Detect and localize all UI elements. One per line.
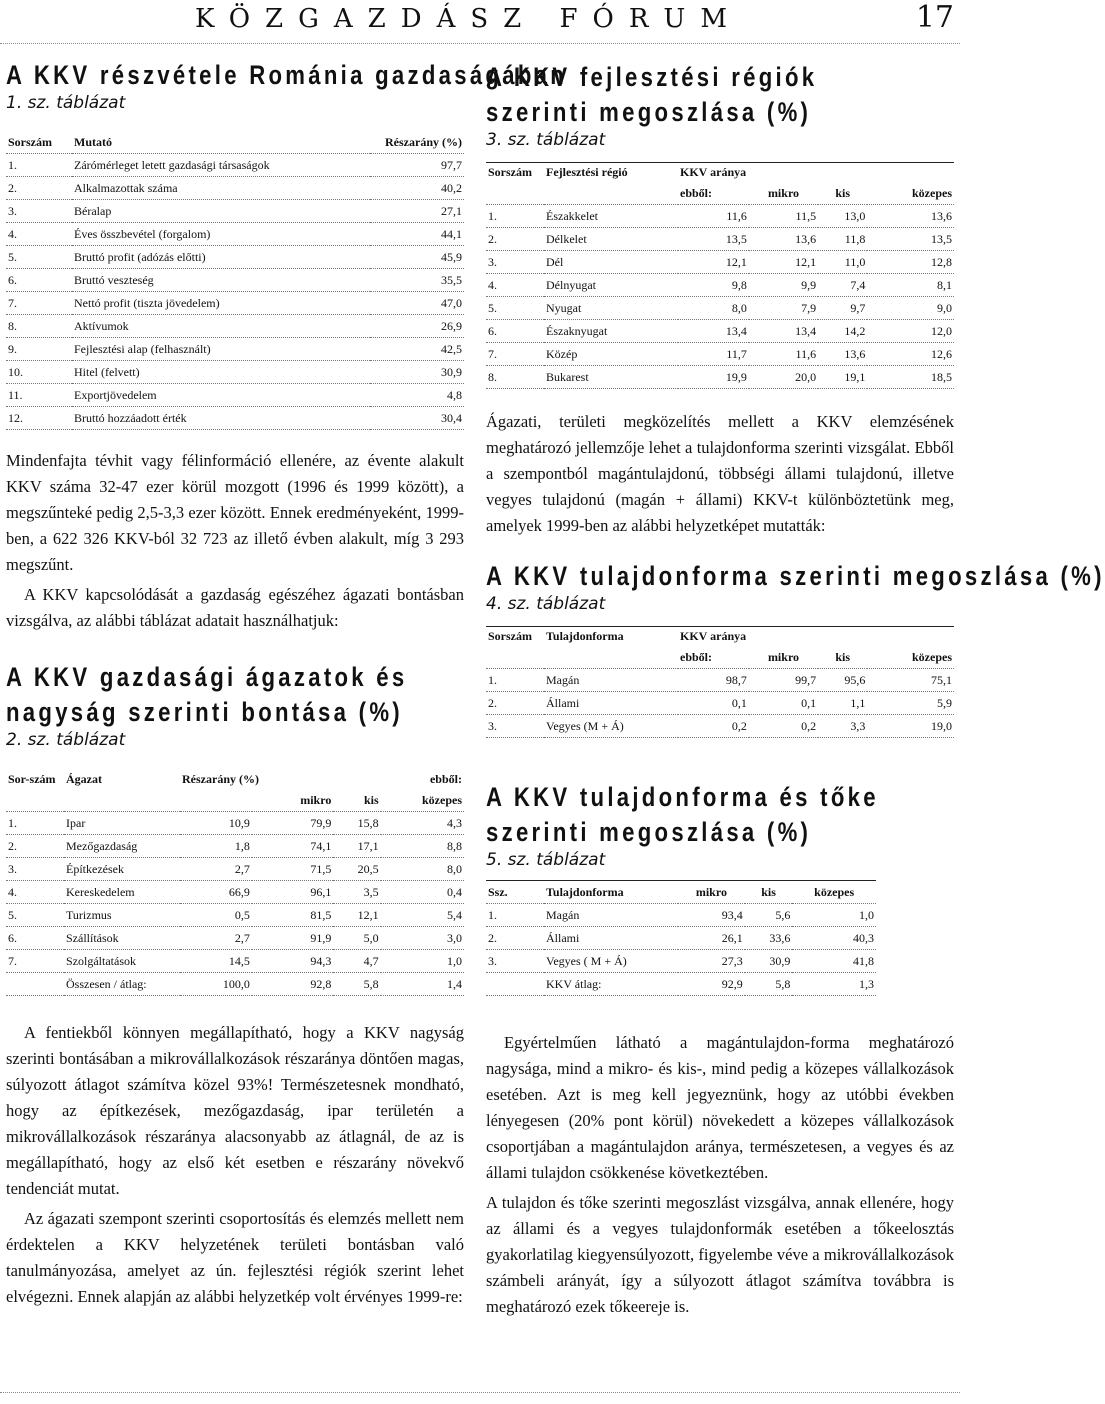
table-cell: 11,5 <box>749 205 818 228</box>
table-row <box>486 297 954 320</box>
table-row <box>486 973 876 996</box>
table-cell: 1,0 <box>381 950 464 973</box>
table-cell: 3. <box>486 251 544 274</box>
table-cell: 9. <box>6 338 72 361</box>
table-cell: 9,0 <box>867 297 954 320</box>
table-cell: Északkelet <box>544 205 678 228</box>
table3-subtitle: 3. sz. táblázat <box>486 130 606 151</box>
table-cell: 13,4 <box>749 320 818 343</box>
paragraph-1: Mindenfajta tévhit vagy félinformáció ellenére, az évente alakult KKV száma 32-47 ezer körül mozgott (1996 és 1999 között), a megszűnteké pedig 2,5-3,3 ezer között. Ennek eredményeként, 1999-ben, a 622 326 KKV-ból 32 723 az illető évben alakult, míg 3 293 megszűnt. <box>6 451 464 575</box>
table-cell: 12,8 <box>867 251 954 274</box>
table-row <box>6 881 464 904</box>
table-cell: 0,2 <box>678 715 749 738</box>
table-cell: 45,9 <box>370 246 464 269</box>
table-cell: 13,5 <box>867 228 954 251</box>
table-cell: Hitel (felvett) <box>72 361 370 384</box>
table-row <box>6 338 464 361</box>
table4-title: A KKV tulajdonforma szerinti megoszlása (%) <box>486 561 1105 592</box>
table-cell: 15,8 <box>333 812 380 835</box>
table-cell: 5,6 <box>745 904 793 927</box>
table-cell: 1. <box>486 205 544 228</box>
table4-header-2: ebből: mikro kis közepes <box>486 646 954 669</box>
table-cell: 4,7 <box>333 950 380 973</box>
table-row <box>6 407 464 430</box>
table-cell: Bukarest <box>544 366 678 389</box>
table-row <box>6 154 464 177</box>
table-cell: 30,9 <box>745 950 793 973</box>
table-cell: 20,0 <box>749 366 818 389</box>
table-cell: 13,6 <box>749 228 818 251</box>
table-cell: Béralap <box>72 200 370 223</box>
table-row <box>6 223 464 246</box>
table-cell: 40,2 <box>370 177 464 200</box>
table-cell: Kereskedelem <box>64 881 180 904</box>
table-cell: 99,7 <box>749 669 818 692</box>
table-cell: 2. <box>486 228 544 251</box>
table-cell <box>486 973 544 996</box>
table5-title-line1: A KKV tulajdonforma és tőke <box>486 782 879 813</box>
table4 <box>486 626 954 738</box>
table-row <box>6 292 464 315</box>
table-cell: Délnyugat <box>544 274 678 297</box>
table-cell: 12,1 <box>678 251 749 274</box>
table-row <box>6 246 464 269</box>
page-number: 17 <box>915 0 954 35</box>
table-cell: 2. <box>486 927 544 950</box>
table-cell: Szállítások <box>64 927 180 950</box>
table-row <box>486 343 954 366</box>
table-cell: 95,6 <box>818 669 867 692</box>
table-cell: 1,1 <box>818 692 867 715</box>
journal-title: KÖZGAZDÁSZ FÓRUM <box>195 4 742 34</box>
table-cell: 14,5 <box>180 950 252 973</box>
table3-body <box>486 205 954 389</box>
table-cell: Vegyes (M + Á) <box>544 715 678 738</box>
table-cell: 5,8 <box>333 973 380 996</box>
table-cell: 19,9 <box>678 366 749 389</box>
table-cell: 0,1 <box>678 692 749 715</box>
table-cell: 3. <box>6 858 64 881</box>
table-cell: 0,5 <box>180 904 252 927</box>
table3-header-1: Sorszám Fejlesztési régió KKV aránya <box>486 163 954 183</box>
table-cell: 79,9 <box>252 812 333 835</box>
table2-body <box>6 812 464 996</box>
table-cell: 19,0 <box>867 715 954 738</box>
table-cell: 2. <box>6 177 72 200</box>
table-cell: 14,2 <box>818 320 867 343</box>
table-cell: 100,0 <box>180 973 252 996</box>
table-cell: 1,0 <box>792 904 876 927</box>
table-cell: 7. <box>486 343 544 366</box>
table2 <box>6 770 464 996</box>
table-cell: Közép <box>544 343 678 366</box>
table-cell: 12,1 <box>333 904 380 927</box>
table-cell: 5,9 <box>867 692 954 715</box>
table-cell: 42,5 <box>370 338 464 361</box>
table2-subtitle: 2. sz. táblázat <box>6 730 126 751</box>
table5-subtitle: 5. sz. táblázat <box>486 850 606 871</box>
table-cell: 5. <box>486 297 544 320</box>
table1-subtitle: 1. sz. táblázat <box>6 93 126 114</box>
table-cell: Magán <box>544 669 678 692</box>
table-cell: Magán <box>544 904 678 927</box>
table-cell: 13,4 <box>678 320 749 343</box>
table-cell: 30,4 <box>370 407 464 430</box>
table-row <box>6 315 464 338</box>
table3 <box>486 162 954 389</box>
table-cell: Zárómérleget letett gazdasági társaságok <box>72 154 370 177</box>
table1-header: Sorszám Mutató Részarány (%) <box>6 131 464 154</box>
table-cell: 11,7 <box>678 343 749 366</box>
right-column <box>486 52 1105 1324</box>
table-cell: 4. <box>6 223 72 246</box>
table-cell: 7,4 <box>818 274 867 297</box>
table1-title: A KKV részvétele Románia gazdaságában <box>6 60 568 90</box>
table-cell: 3,5 <box>333 881 380 904</box>
table-cell: 10. <box>6 361 72 384</box>
table-cell: 11,0 <box>818 251 867 274</box>
table-cell <box>6 973 64 996</box>
table-cell: 4. <box>6 881 64 904</box>
table-cell: 1,8 <box>180 835 252 858</box>
table-cell: 8,0 <box>381 858 464 881</box>
table-row <box>6 927 464 950</box>
table-cell: Nettó profit (tiszta jövedelem) <box>72 292 370 315</box>
table-cell: Turizmus <box>64 904 180 927</box>
table-cell: 0,1 <box>749 692 818 715</box>
table-cell: 1. <box>486 669 544 692</box>
table-cell: Exportjövedelem <box>72 384 370 407</box>
table-cell: KKV átlag: <box>544 973 678 996</box>
footer-rule <box>0 1392 960 1393</box>
table-row <box>6 200 464 223</box>
table-cell: Alkalmazottak száma <box>72 177 370 200</box>
table4-subtitle: 4. sz. táblázat <box>486 594 606 615</box>
table-cell: Bruttó hozzáadott érték <box>72 407 370 430</box>
table-cell: 27,3 <box>678 950 745 973</box>
table3-title-line1: A KKV fejlesztési régiók <box>486 62 818 92</box>
table-cell: 81,5 <box>252 904 333 927</box>
table-cell: 1. <box>486 904 544 927</box>
table5-title-line2: szerinti megoszlása (%) <box>486 817 812 848</box>
table5-body <box>486 904 876 996</box>
table-cell: 96,1 <box>252 881 333 904</box>
table-cell: 5. <box>6 246 72 269</box>
table-cell: Bruttó veszteség <box>72 269 370 292</box>
header-rule <box>0 43 960 44</box>
paragraph-3: A fentiekből könnyen megállapítható, hogy a KKV nagyság szerinti bontásában a mikrovállalkozások részaránya döntően magas, súlyozott átlagot számítva közel 93%! Természetesnek mondható, hogy az építkezések, mezőgazdaság, ipar területén a mikrovállalkozások részaránya alacsonyabb az átlagnál, de az is megállapítható, hogy az első két esetben e részarány növekvő tendenciát mutat. <box>6 1023 464 1199</box>
table-cell: 1,4 <box>381 973 464 996</box>
table2-header-2: mikro kis közepes <box>6 789 464 812</box>
table-row <box>6 973 464 996</box>
table-row <box>486 228 954 251</box>
paragraph-5: Ágazati, területi megközelítés mellett a KKV elemzésének meghatározó jellemzője lehet a tulajdonforma szerinti vizsgálat. Ebből a szempontból magántulajdonú, többségi állami tulajdonú, illetve vegyes tulajdonú (magán + állami) KKV-t különböztetünk meg, amelyek 1999-ben az alábbi helyzetképet mutatták: <box>486 412 954 536</box>
table-row <box>6 858 464 881</box>
table-cell: Aktívumok <box>72 315 370 338</box>
table-cell: 4,3 <box>381 812 464 835</box>
table-cell: 7,9 <box>749 297 818 320</box>
table-cell: 6. <box>6 269 72 292</box>
table-cell: 3. <box>486 715 544 738</box>
table-cell: Dél <box>544 251 678 274</box>
table2-title-line1: A KKV gazdasági ágazatok és <box>6 662 408 693</box>
table-cell: 12,1 <box>749 251 818 274</box>
table-cell: 1. <box>6 812 64 835</box>
table-cell: Éves összbevétel (forgalom) <box>72 223 370 246</box>
table-cell: 13,6 <box>867 205 954 228</box>
table-cell: 13,0 <box>818 205 867 228</box>
table-cell: Állami <box>544 692 678 715</box>
table-cell: 11,8 <box>818 228 867 251</box>
table-cell: 3,3 <box>818 715 867 738</box>
paragraph-2: A KKV kapcsolódását a gazdaság egészéhez ágazati bontásban vizsgálva, az alábbi táblázat adatait használhatjuk: <box>6 585 464 631</box>
table-cell: 10,9 <box>180 812 252 835</box>
table-cell: Fejlesztési alap (felhasznált) <box>72 338 370 361</box>
table-cell: 12,0 <box>867 320 954 343</box>
table-cell: 7. <box>6 950 64 973</box>
table-row <box>486 692 954 715</box>
table-row <box>486 715 954 738</box>
table-cell: 27,1 <box>370 200 464 223</box>
table-cell: 26,1 <box>678 927 745 950</box>
table-cell: 2,7 <box>180 927 252 950</box>
table-cell: 11,6 <box>678 205 749 228</box>
table5 <box>486 880 876 996</box>
table-cell: 33,6 <box>745 927 793 950</box>
table-cell: 66,9 <box>180 881 252 904</box>
table-cell: 94,3 <box>252 950 333 973</box>
table-cell: 8,8 <box>381 835 464 858</box>
table-row <box>6 812 464 835</box>
table-cell: 26,9 <box>370 315 464 338</box>
table-cell: 98,7 <box>678 669 749 692</box>
table-row <box>6 177 464 200</box>
table-cell: Bruttó profit (adózás előtti) <box>72 246 370 269</box>
table1-body <box>6 154 464 430</box>
table-cell: 3,0 <box>381 927 464 950</box>
table-row <box>6 835 464 858</box>
table-cell: 3. <box>6 200 72 223</box>
table-cell: 4. <box>486 274 544 297</box>
table-cell: 12. <box>6 407 72 430</box>
table-cell: 9,9 <box>749 274 818 297</box>
table-cell: 8. <box>6 315 72 338</box>
page-header <box>0 0 960 44</box>
table4-header-1: Sorszám Tulajdonforma KKV aránya <box>486 627 954 647</box>
table-cell: 75,1 <box>867 669 954 692</box>
table-cell: 2. <box>486 692 544 715</box>
table-cell: 20,5 <box>333 858 380 881</box>
table-row <box>486 669 954 692</box>
table-cell: 5,8 <box>745 973 793 996</box>
table-cell: 40,3 <box>792 927 876 950</box>
table-cell: 6. <box>486 320 544 343</box>
table-cell: 1,3 <box>792 973 876 996</box>
table-cell: 92,9 <box>678 973 745 996</box>
table-cell: 1. <box>6 154 72 177</box>
table-cell: 92,8 <box>252 973 333 996</box>
table-cell: Ipar <box>64 812 180 835</box>
table-cell: 13,6 <box>818 343 867 366</box>
table-cell: 8,1 <box>867 274 954 297</box>
table-row <box>486 251 954 274</box>
table-cell: 0,4 <box>381 881 464 904</box>
table1 <box>6 131 464 430</box>
table2-header-1: Sor-szám Ágazat Részarány (%) ebből: <box>8 772 462 787</box>
table-cell: 47,0 <box>370 292 464 315</box>
table-cell: 18,5 <box>867 366 954 389</box>
table-cell: 91,9 <box>252 927 333 950</box>
table-row <box>486 205 954 228</box>
table-row <box>6 950 464 973</box>
table-cell: 71,5 <box>252 858 333 881</box>
table-cell: 8,0 <box>678 297 749 320</box>
table-cell: 12,6 <box>867 343 954 366</box>
table4-body <box>486 669 954 738</box>
table-cell: 8. <box>486 366 544 389</box>
table-cell: 41,8 <box>792 950 876 973</box>
table-row <box>6 384 464 407</box>
table-cell: 11,6 <box>749 343 818 366</box>
table2-title-line2: nagyság szerinti bontása (%) <box>6 697 403 728</box>
paragraph-6: Egyértelműen látható a magántulajdon-forma meghatározó nagysága, mind a mikro- és kis-, mind pedig a közepes vállalkozások esetében. Azt is meg kell jegyeznünk, hogy az utóbbi években lényegesen (20% pont körül) növekedett a közepes vállalkozások csoportjában a magántulajdon aránya, természetesen, a vegyes és az állami tulajdon csökkenése következtében. <box>486 1033 954 1183</box>
table-cell: Mezőgazdaság <box>64 835 180 858</box>
table-cell: Északnyugat <box>544 320 678 343</box>
table-cell: 93,4 <box>678 904 745 927</box>
table-cell: Építkezések <box>64 858 180 881</box>
table-cell: 44,1 <box>370 223 464 246</box>
table-row <box>486 927 876 950</box>
paragraph-4: Az ágazati szempont szerinti csoportosítás és elemzés mellett nem érdektelen a KKV helyzetének területi bontásban való tanulmányozása, amelyet az ún. fejlesztési régiók szerint lehet elvégezni. Ennek alapján az alábbi helyzetkép volt érvényes 1999-re: <box>6 1209 464 1307</box>
table-cell: 7. <box>6 292 72 315</box>
table-cell: Délkelet <box>544 228 678 251</box>
table-cell: 9,7 <box>818 297 867 320</box>
table-row <box>486 274 954 297</box>
table-cell: 4,8 <box>370 384 464 407</box>
table-cell: 6. <box>6 927 64 950</box>
table-row <box>486 950 876 973</box>
table-row <box>486 366 954 389</box>
table-cell: 5,4 <box>381 904 464 927</box>
table-row <box>486 320 954 343</box>
table-cell: 11. <box>6 384 72 407</box>
table-cell: 5. <box>6 904 64 927</box>
table-cell: 2,7 <box>180 858 252 881</box>
table-cell: 0,2 <box>749 715 818 738</box>
table-cell: Vegyes ( M + Á) <box>544 950 678 973</box>
table-cell: 97,7 <box>370 154 464 177</box>
table-cell: 74,1 <box>252 835 333 858</box>
table-cell: 30,9 <box>370 361 464 384</box>
table-row <box>6 904 464 927</box>
table-row <box>6 269 464 292</box>
table-cell: 35,5 <box>370 269 464 292</box>
table-cell: Szolgáltatások <box>64 950 180 973</box>
table-cell: 9,8 <box>678 274 749 297</box>
table-cell: Nyugat <box>544 297 678 320</box>
table-row <box>6 361 464 384</box>
table5-header: Ssz. Tulajdonforma mikro kis közepes <box>486 881 876 904</box>
table-cell: 5,0 <box>333 927 380 950</box>
table-cell: 19,1 <box>818 366 867 389</box>
table-cell: 13,5 <box>678 228 749 251</box>
table-cell: Összesen / átlag: <box>64 973 180 996</box>
table-row <box>486 904 876 927</box>
paragraph-7: A tulajdon és tőke szerinti megoszlást vizsgálva, annak ellenére, hogy az állami és a vegyes tulajdonformák esetében a tőkeelosztás gyakorlatilag kiegyensúlyozott, figyelembe véve a mikrovállalkozások számbeli arányát, így a súlyozott átlagot számítva továbbra is meghatározó ezek tőkeereje is. <box>486 1193 954 1317</box>
table3-header-2: ebből: mikro kis közepes <box>486 182 954 205</box>
table-cell: 17,1 <box>333 835 380 858</box>
table-cell: Állami <box>544 927 678 950</box>
table3-title-line2: szerinti megoszlása (%) <box>486 97 812 128</box>
table-cell: 3. <box>486 950 544 973</box>
table-cell: 2. <box>6 835 64 858</box>
